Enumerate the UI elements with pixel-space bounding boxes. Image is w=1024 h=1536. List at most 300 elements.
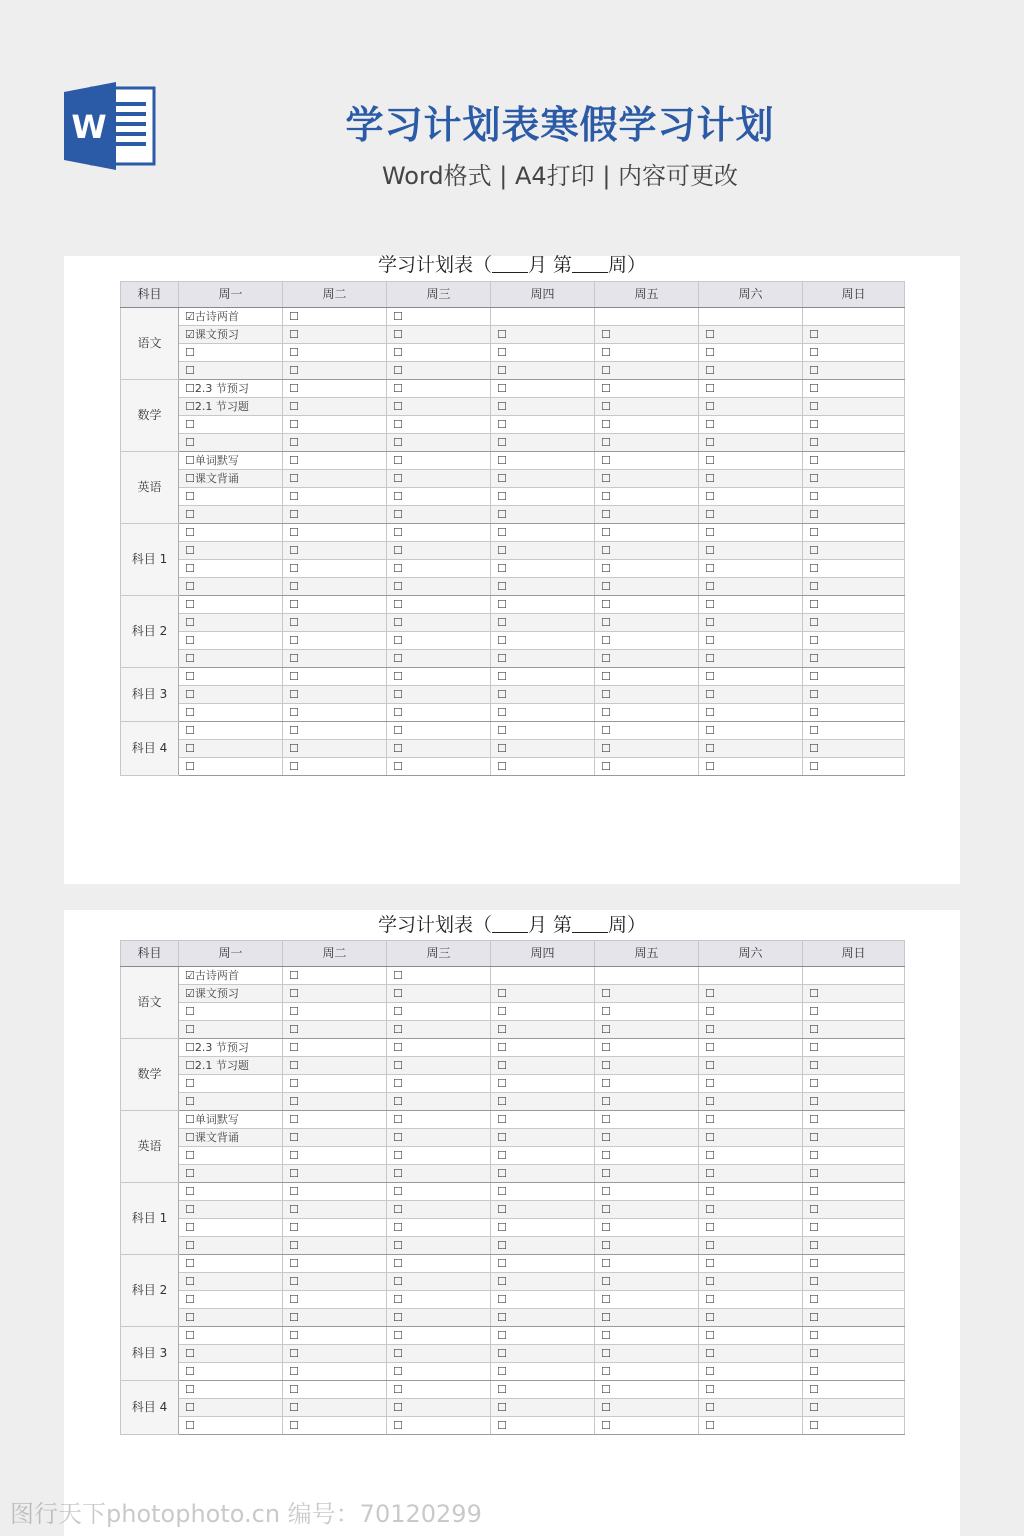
- plan-cell[interactable]: [387, 1273, 491, 1291]
- task-checkbox[interactable]: ☐: [185, 544, 195, 557]
- task-checkbox[interactable]: ☐: [705, 1077, 715, 1090]
- task-checkbox[interactable]: ☐: [393, 1329, 403, 1342]
- task-checkbox[interactable]: ☐: [705, 1419, 715, 1432]
- plan-cell[interactable]: [283, 1219, 387, 1237]
- task-checkbox[interactable]: ☐: [601, 1113, 611, 1126]
- plan-cell[interactable]: [283, 488, 387, 506]
- task-checkbox[interactable]: ☐: [393, 562, 403, 575]
- task-checkbox[interactable]: ☐: [185, 670, 195, 683]
- task-checkbox[interactable]: ☐: [705, 1167, 715, 1180]
- plan-cell[interactable]: [283, 1039, 387, 1057]
- task-checkbox[interactable]: ☐: [705, 382, 715, 395]
- plan-cell[interactable]: [595, 596, 699, 614]
- task-checkbox[interactable]: ☐: [497, 1005, 507, 1018]
- plan-cell[interactable]: [491, 380, 595, 398]
- plan-cell[interactable]: [595, 488, 699, 506]
- task-checkbox[interactable]: ☐: [705, 1365, 715, 1378]
- plan-cell[interactable]: [699, 578, 803, 596]
- task-checkbox[interactable]: ☐: [393, 1167, 403, 1180]
- task-checkbox[interactable]: ☐: [393, 364, 403, 377]
- task-checkbox[interactable]: ☐: [601, 1167, 611, 1180]
- task-checkbox[interactable]: ☐: [393, 1311, 403, 1324]
- plan-cell[interactable]: [283, 1345, 387, 1363]
- plan-cell[interactable]: [803, 308, 905, 326]
- task-checkbox[interactable]: ☐: [809, 688, 819, 701]
- plan-cell[interactable]: [179, 722, 283, 740]
- plan-cell[interactable]: [803, 1417, 905, 1435]
- plan-cell[interactable]: [491, 362, 595, 380]
- plan-cell[interactable]: [595, 1417, 699, 1435]
- plan-cell[interactable]: [595, 1147, 699, 1165]
- plan-cell[interactable]: [179, 985, 283, 1003]
- task-checkbox[interactable]: ☐: [393, 652, 403, 665]
- task-checkbox[interactable]: ☐: [705, 490, 715, 503]
- task-checkbox[interactable]: ☐: [705, 364, 715, 377]
- task-checkbox[interactable]: ☐: [185, 1419, 195, 1432]
- task-checkbox[interactable]: ☐: [601, 634, 611, 647]
- plan-cell[interactable]: [699, 1237, 803, 1255]
- plan-cell[interactable]: [699, 668, 803, 686]
- plan-cell[interactable]: [595, 1003, 699, 1021]
- plan-cell[interactable]: [803, 985, 905, 1003]
- task-checkbox[interactable]: ☐: [497, 652, 507, 665]
- plan-cell[interactable]: [491, 506, 595, 524]
- plan-cell[interactable]: [803, 668, 905, 686]
- task-checkbox[interactable]: ☐: [497, 562, 507, 575]
- plan-cell[interactable]: [491, 1363, 595, 1381]
- plan-cell[interactable]: [595, 1129, 699, 1147]
- task-checkbox[interactable]: ☐: [809, 1203, 819, 1216]
- plan-cell[interactable]: [491, 686, 595, 704]
- task-checkbox[interactable]: ☐: [705, 1257, 715, 1270]
- plan-cell[interactable]: [491, 985, 595, 1003]
- task-checkbox[interactable]: ☐: [809, 544, 819, 557]
- task-checkbox[interactable]: ☐: [393, 1149, 403, 1162]
- plan-cell[interactable]: [803, 758, 905, 776]
- task-checkbox[interactable]: ☐: [705, 1131, 715, 1144]
- plan-cell[interactable]: [595, 1219, 699, 1237]
- task-checkbox[interactable]: ☐: [289, 1293, 299, 1306]
- task-checkbox[interactable]: ☐: [289, 1329, 299, 1342]
- plan-cell[interactable]: [387, 434, 491, 452]
- week-blank[interactable]: [572, 914, 608, 933]
- task-checkbox[interactable]: ☐: [601, 724, 611, 737]
- task-checkbox[interactable]: ☐: [185, 1185, 195, 1198]
- plan-cell[interactable]: [179, 560, 283, 578]
- plan-cell[interactable]: [283, 416, 387, 434]
- plan-cell[interactable]: [179, 1057, 283, 1075]
- task-checkbox[interactable]: ☐: [393, 634, 403, 647]
- task-checkbox[interactable]: ☐: [393, 1077, 403, 1090]
- task-checkbox[interactable]: ☐: [601, 490, 611, 503]
- plan-cell[interactable]: [387, 1345, 491, 1363]
- task-checkbox[interactable]: ☐: [393, 598, 403, 611]
- task-checkbox[interactable]: ☐: [601, 760, 611, 773]
- task-checkbox[interactable]: ☐: [497, 544, 507, 557]
- task-checkbox[interactable]: ☐: [809, 1401, 819, 1414]
- plan-cell[interactable]: [803, 1237, 905, 1255]
- plan-cell[interactable]: [491, 1003, 595, 1021]
- task-checkbox[interactable]: ☐: [185, 616, 195, 629]
- task-checkbox[interactable]: ☐: [185, 1275, 195, 1288]
- plan-cell[interactable]: [595, 1057, 699, 1075]
- plan-cell[interactable]: [699, 967, 803, 985]
- plan-cell[interactable]: [699, 985, 803, 1003]
- task-checkbox[interactable]: ☐: [705, 1113, 715, 1126]
- plan-cell[interactable]: [491, 1093, 595, 1111]
- plan-cell[interactable]: [699, 1345, 803, 1363]
- plan-cell[interactable]: [595, 1039, 699, 1057]
- plan-cell[interactable]: [387, 344, 491, 362]
- plan-cell[interactable]: [803, 524, 905, 542]
- plan-cell[interactable]: [491, 1309, 595, 1327]
- plan-cell[interactable]: [803, 722, 905, 740]
- plan-cell[interactable]: [803, 1075, 905, 1093]
- task-checkbox[interactable]: ☐: [497, 1329, 507, 1342]
- plan-cell[interactable]: [595, 506, 699, 524]
- plan-cell[interactable]: [803, 1147, 905, 1165]
- plan-cell[interactable]: [283, 470, 387, 488]
- plan-cell[interactable]: [179, 1075, 283, 1093]
- plan-cell[interactable]: [283, 1165, 387, 1183]
- plan-cell[interactable]: [699, 1075, 803, 1093]
- task-checkbox[interactable]: ☑古诗两首: [185, 310, 239, 323]
- plan-cell[interactable]: [179, 452, 283, 470]
- task-checkbox[interactable]: ☐: [289, 454, 299, 467]
- plan-cell[interactable]: [699, 308, 803, 326]
- plan-cell[interactable]: [699, 1399, 803, 1417]
- plan-cell[interactable]: [803, 1129, 905, 1147]
- task-checkbox[interactable]: ☐: [289, 616, 299, 629]
- plan-cell[interactable]: [387, 632, 491, 650]
- plan-cell[interactable]: [699, 1183, 803, 1201]
- plan-cell[interactable]: [491, 1165, 595, 1183]
- plan-cell[interactable]: [179, 1291, 283, 1309]
- plan-cell[interactable]: [699, 524, 803, 542]
- task-checkbox[interactable]: ☐: [497, 364, 507, 377]
- plan-cell[interactable]: [387, 1165, 491, 1183]
- task-checkbox[interactable]: ☐: [601, 1077, 611, 1090]
- task-checkbox[interactable]: ☐: [185, 508, 195, 521]
- plan-cell[interactable]: [595, 632, 699, 650]
- task-checkbox[interactable]: ☐: [185, 526, 195, 539]
- plan-cell[interactable]: [283, 326, 387, 344]
- plan-cell[interactable]: [803, 470, 905, 488]
- task-checkbox[interactable]: ☐: [497, 418, 507, 431]
- task-checkbox[interactable]: ☐: [185, 1005, 195, 1018]
- task-checkbox[interactable]: ☐单词默写: [185, 1113, 239, 1126]
- task-checkbox[interactable]: ☐: [497, 1365, 507, 1378]
- task-checkbox[interactable]: ☐: [289, 1059, 299, 1072]
- task-checkbox[interactable]: ☐: [809, 1077, 819, 1090]
- plan-cell[interactable]: [699, 1309, 803, 1327]
- plan-cell[interactable]: [387, 1129, 491, 1147]
- plan-cell[interactable]: [387, 1309, 491, 1327]
- task-checkbox[interactable]: ☐: [809, 508, 819, 521]
- task-checkbox[interactable]: ☐: [289, 1275, 299, 1288]
- plan-cell[interactable]: [283, 668, 387, 686]
- plan-cell[interactable]: [387, 308, 491, 326]
- plan-cell[interactable]: [699, 344, 803, 362]
- task-checkbox[interactable]: ☐: [601, 1293, 611, 1306]
- plan-cell[interactable]: [387, 1075, 491, 1093]
- task-checkbox[interactable]: ☐: [289, 634, 299, 647]
- task-checkbox[interactable]: ☐: [393, 1005, 403, 1018]
- plan-cell[interactable]: [387, 596, 491, 614]
- task-checkbox[interactable]: ☐: [497, 1095, 507, 1108]
- plan-cell[interactable]: [699, 704, 803, 722]
- plan-cell[interactable]: [387, 380, 491, 398]
- task-checkbox[interactable]: ☐: [601, 706, 611, 719]
- task-checkbox[interactable]: ☐: [809, 598, 819, 611]
- task-checkbox[interactable]: ☐: [393, 1275, 403, 1288]
- task-checkbox[interactable]: ☐: [393, 382, 403, 395]
- plan-cell[interactable]: [699, 380, 803, 398]
- task-checkbox[interactable]: ☐: [289, 580, 299, 593]
- task-checkbox[interactable]: ☐课文背诵: [185, 1131, 239, 1144]
- plan-cell[interactable]: [387, 1021, 491, 1039]
- plan-cell[interactable]: [803, 1039, 905, 1057]
- plan-cell[interactable]: [179, 578, 283, 596]
- plan-cell[interactable]: [283, 344, 387, 362]
- task-checkbox[interactable]: ☐: [497, 1293, 507, 1306]
- month-blank[interactable]: [492, 914, 528, 933]
- plan-cell[interactable]: [179, 398, 283, 416]
- task-checkbox[interactable]: ☐: [497, 742, 507, 755]
- task-checkbox[interactable]: ☐: [601, 1365, 611, 1378]
- plan-cell[interactable]: [387, 985, 491, 1003]
- plan-cell[interactable]: [803, 1111, 905, 1129]
- plan-cell[interactable]: [699, 362, 803, 380]
- plan-cell[interactable]: [179, 326, 283, 344]
- task-checkbox[interactable]: ☐: [601, 688, 611, 701]
- task-checkbox[interactable]: ☐: [393, 1059, 403, 1072]
- plan-cell[interactable]: [491, 1021, 595, 1039]
- task-checkbox[interactable]: ☐: [185, 1365, 195, 1378]
- plan-cell[interactable]: [491, 650, 595, 668]
- plan-cell[interactable]: [595, 470, 699, 488]
- task-checkbox[interactable]: ☐: [497, 1077, 507, 1090]
- plan-cell[interactable]: [179, 1129, 283, 1147]
- task-checkbox[interactable]: ☐: [601, 1221, 611, 1234]
- task-checkbox[interactable]: ☐: [601, 580, 611, 593]
- task-checkbox[interactable]: ☐: [601, 987, 611, 1000]
- task-checkbox[interactable]: ☐: [393, 1239, 403, 1252]
- plan-cell[interactable]: [283, 1075, 387, 1093]
- task-checkbox[interactable]: ☐: [289, 1149, 299, 1162]
- task-checkbox[interactable]: ☐: [185, 1149, 195, 1162]
- plan-cell[interactable]: [283, 650, 387, 668]
- task-checkbox[interactable]: ☐: [601, 418, 611, 431]
- plan-cell[interactable]: [179, 686, 283, 704]
- plan-cell[interactable]: [283, 1327, 387, 1345]
- task-checkbox[interactable]: ☐: [393, 1365, 403, 1378]
- task-checkbox[interactable]: ☐: [809, 562, 819, 575]
- task-checkbox[interactable]: ☐: [393, 400, 403, 413]
- plan-cell[interactable]: [179, 380, 283, 398]
- task-checkbox[interactable]: ☐: [497, 760, 507, 773]
- plan-cell[interactable]: [179, 362, 283, 380]
- task-checkbox[interactable]: ☐: [185, 1311, 195, 1324]
- plan-cell[interactable]: [595, 344, 699, 362]
- plan-cell[interactable]: [179, 1309, 283, 1327]
- task-checkbox[interactable]: ☐: [393, 508, 403, 521]
- task-checkbox[interactable]: ☐: [809, 1347, 819, 1360]
- plan-cell[interactable]: [803, 740, 905, 758]
- task-checkbox[interactable]: ☐: [705, 670, 715, 683]
- plan-cell[interactable]: [699, 1363, 803, 1381]
- plan-cell[interactable]: [179, 1399, 283, 1417]
- task-checkbox[interactable]: ☐: [497, 1347, 507, 1360]
- plan-cell[interactable]: [283, 1309, 387, 1327]
- plan-cell[interactable]: [491, 1291, 595, 1309]
- task-checkbox[interactable]: ☐: [809, 1059, 819, 1072]
- plan-cell[interactable]: [491, 740, 595, 758]
- task-checkbox[interactable]: ☐: [497, 1131, 507, 1144]
- task-checkbox[interactable]: ☐: [601, 1005, 611, 1018]
- task-checkbox[interactable]: ☐: [289, 562, 299, 575]
- plan-cell[interactable]: [387, 488, 491, 506]
- plan-cell[interactable]: [491, 1255, 595, 1273]
- plan-cell[interactable]: [491, 308, 595, 326]
- plan-cell[interactable]: [491, 1129, 595, 1147]
- task-checkbox[interactable]: ☐: [497, 670, 507, 683]
- plan-cell[interactable]: [179, 1021, 283, 1039]
- plan-cell[interactable]: [179, 1381, 283, 1399]
- plan-cell[interactable]: [283, 1021, 387, 1039]
- plan-cell[interactable]: [595, 1399, 699, 1417]
- task-checkbox[interactable]: ☐: [185, 1257, 195, 1270]
- plan-cell[interactable]: [179, 704, 283, 722]
- plan-cell[interactable]: [387, 398, 491, 416]
- task-checkbox[interactable]: ☐: [601, 1419, 611, 1432]
- plan-cell[interactable]: [803, 434, 905, 452]
- task-checkbox[interactable]: ☐: [393, 969, 403, 982]
- task-checkbox[interactable]: ☐: [601, 328, 611, 341]
- task-checkbox[interactable]: ☐: [705, 616, 715, 629]
- task-checkbox[interactable]: ☐: [497, 1185, 507, 1198]
- plan-cell[interactable]: [491, 1075, 595, 1093]
- plan-cell[interactable]: [803, 488, 905, 506]
- plan-cell[interactable]: [491, 704, 595, 722]
- plan-cell[interactable]: [283, 1003, 387, 1021]
- task-checkbox[interactable]: ☐: [809, 634, 819, 647]
- plan-cell[interactable]: [283, 758, 387, 776]
- task-checkbox[interactable]: ☐: [185, 1329, 195, 1342]
- plan-cell[interactable]: [803, 362, 905, 380]
- task-checkbox[interactable]: ☐: [497, 616, 507, 629]
- plan-cell[interactable]: [491, 967, 595, 985]
- plan-cell[interactable]: [803, 1255, 905, 1273]
- plan-cell[interactable]: [595, 1093, 699, 1111]
- plan-cell[interactable]: [179, 1093, 283, 1111]
- plan-cell[interactable]: [595, 686, 699, 704]
- task-checkbox[interactable]: ☐: [497, 1203, 507, 1216]
- plan-cell[interactable]: [699, 722, 803, 740]
- plan-cell[interactable]: [179, 967, 283, 985]
- task-checkbox[interactable]: ☐: [601, 1383, 611, 1396]
- task-checkbox[interactable]: ☐: [185, 1167, 195, 1180]
- task-checkbox[interactable]: ☐: [705, 544, 715, 557]
- task-checkbox[interactable]: ☐: [705, 1311, 715, 1324]
- task-checkbox[interactable]: ☐: [289, 1203, 299, 1216]
- plan-cell[interactable]: [179, 1111, 283, 1129]
- plan-cell[interactable]: [491, 614, 595, 632]
- task-checkbox[interactable]: ☐: [705, 724, 715, 737]
- task-checkbox[interactable]: ☐: [289, 1221, 299, 1234]
- plan-cell[interactable]: [179, 632, 283, 650]
- plan-cell[interactable]: [387, 560, 491, 578]
- plan-cell[interactable]: [179, 1039, 283, 1057]
- task-checkbox[interactable]: ☐: [809, 454, 819, 467]
- task-checkbox[interactable]: ☐: [497, 987, 507, 1000]
- plan-cell[interactable]: [699, 416, 803, 434]
- plan-cell[interactable]: [699, 1417, 803, 1435]
- task-checkbox[interactable]: ☐: [809, 1167, 819, 1180]
- plan-cell[interactable]: [491, 470, 595, 488]
- plan-cell[interactable]: [283, 704, 387, 722]
- plan-cell[interactable]: [803, 686, 905, 704]
- plan-cell[interactable]: [699, 1093, 803, 1111]
- task-checkbox[interactable]: ☐: [185, 1077, 195, 1090]
- task-checkbox[interactable]: ☐: [705, 652, 715, 665]
- task-checkbox[interactable]: ☐: [809, 706, 819, 719]
- task-checkbox[interactable]: ☐: [393, 724, 403, 737]
- plan-cell[interactable]: [179, 434, 283, 452]
- plan-cell[interactable]: [491, 1147, 595, 1165]
- plan-cell[interactable]: [699, 650, 803, 668]
- task-checkbox[interactable]: ☐: [705, 562, 715, 575]
- task-checkbox[interactable]: ☐: [289, 1401, 299, 1414]
- task-checkbox[interactable]: ☐: [289, 1167, 299, 1180]
- task-checkbox[interactable]: ☐: [497, 1239, 507, 1252]
- task-checkbox[interactable]: ☐: [809, 1113, 819, 1126]
- task-checkbox[interactable]: ☐: [289, 1113, 299, 1126]
- task-checkbox[interactable]: ☐: [601, 382, 611, 395]
- plan-cell[interactable]: [283, 1129, 387, 1147]
- task-checkbox[interactable]: ☐: [497, 1023, 507, 1036]
- task-checkbox[interactable]: ☐: [185, 688, 195, 701]
- plan-cell[interactable]: [595, 1345, 699, 1363]
- task-checkbox[interactable]: ☐: [289, 346, 299, 359]
- plan-cell[interactable]: [283, 434, 387, 452]
- task-checkbox[interactable]: ☐: [497, 724, 507, 737]
- task-checkbox[interactable]: ☐: [705, 598, 715, 611]
- task-checkbox[interactable]: ☐: [705, 472, 715, 485]
- plan-cell[interactable]: [803, 967, 905, 985]
- task-checkbox[interactable]: ☐: [497, 1149, 507, 1162]
- plan-cell[interactable]: [387, 1183, 491, 1201]
- task-checkbox[interactable]: ☐: [289, 508, 299, 521]
- plan-cell[interactable]: [699, 1273, 803, 1291]
- task-checkbox[interactable]: ☐: [705, 1347, 715, 1360]
- task-checkbox[interactable]: ☐: [705, 436, 715, 449]
- plan-cell[interactable]: [283, 560, 387, 578]
- plan-cell[interactable]: [387, 1255, 491, 1273]
- task-checkbox[interactable]: ☐: [289, 418, 299, 431]
- task-checkbox[interactable]: ☐: [393, 1203, 403, 1216]
- plan-cell[interactable]: [179, 596, 283, 614]
- task-checkbox[interactable]: ☐: [497, 580, 507, 593]
- task-checkbox[interactable]: ☐: [393, 526, 403, 539]
- plan-cell[interactable]: [387, 524, 491, 542]
- plan-cell[interactable]: [595, 1273, 699, 1291]
- plan-cell[interactable]: [179, 542, 283, 560]
- plan-cell[interactable]: [179, 470, 283, 488]
- plan-cell[interactable]: [491, 488, 595, 506]
- task-checkbox[interactable]: ☐: [289, 382, 299, 395]
- task-checkbox[interactable]: ☐: [601, 436, 611, 449]
